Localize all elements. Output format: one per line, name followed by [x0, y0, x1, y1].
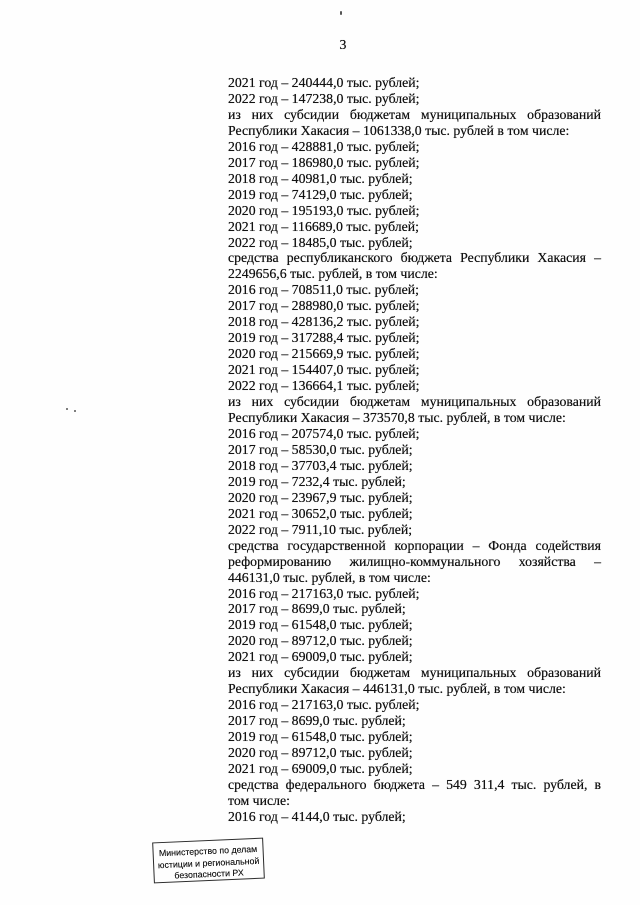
section-heading-line: из них субсидии бюджетам муниципальных образований: [228, 106, 601, 122]
year-item: 2019 год – 61548,0 тыс. рублей;: [228, 729, 413, 745]
year-item: 2019 год – 317288,4 тыс. рублей;: [228, 330, 420, 346]
stamp-line: Министерство по делам: [158, 843, 258, 859]
document-body: [228, 75, 601, 825]
section-municipal-subsidies-2: [228, 394, 601, 538]
stamp-line: юстиции и региональной: [157, 855, 260, 870]
year-item: 2016 год – 217163,0 тыс. рублей;: [228, 697, 420, 713]
year-item: 2019 год – 61548,0 тыс. рублей;: [228, 617, 413, 633]
year-item: 2021 год – 30652,0 тыс. рублей;: [228, 505, 413, 521]
ministry-registration-stamp: [152, 838, 265, 884]
year-item: 2022 год – 18485,0 тыс. рублей;: [228, 234, 413, 250]
year-item: 2017 год – 288980,0 тыс. рублей;: [228, 298, 420, 314]
section-heading-line: реформированию жилищно-коммунального хозяйства –: [228, 553, 601, 569]
section-heading-line: из них субсидии бюджетам муниципальных образований: [228, 665, 601, 681]
section-heading-line: 2249656,6 тыс. рублей, в том числе:: [228, 266, 438, 282]
year-item: 2021 год – 240444,0 тыс. рублей;: [228, 75, 420, 90]
section-heading-line: Республики Хакасия – 446131,0 тыс. рублей, в том числе:: [228, 681, 566, 697]
page-number: 3: [339, 37, 347, 52]
year-item: 2018 год – 40981,0 тыс. рублей;: [228, 170, 413, 186]
section-municipal-subsidies-3: [228, 665, 601, 777]
year-item: 2021 год – 154407,0 тыс. рублей;: [228, 362, 420, 378]
year-item: 2017 год – 8699,0 тыс. рублей;: [228, 601, 406, 617]
year-item: 2017 год – 186980,0 тыс. рублей;: [228, 154, 420, 170]
year-item: 2022 год – 147238,0 тыс. рублей;: [228, 90, 420, 106]
scan-speck: [340, 11, 342, 15]
section-heading-line: Республики Хакасия – 1061338,0 тыс. рублей в том числе:: [228, 122, 570, 138]
year-item: 2022 год – 136664,1 тыс. рублей;: [228, 378, 420, 394]
year-item: 2017 год – 58530,0 тыс. рублей;: [228, 441, 413, 457]
year-item: 2019 год – 74129,0 тыс. рублей;: [228, 186, 413, 202]
stamp-line: безопасности РХ: [174, 867, 244, 881]
section-municipal-subsidies-1: [228, 107, 601, 251]
year-item: 2017 год – 8699,0 тыс. рублей;: [228, 713, 406, 729]
year-item: 2020 год – 215669,9 тыс. рублей;: [228, 346, 420, 362]
year-item: 2016 год – 708511,0 тыс. рублей;: [228, 282, 420, 298]
section-housing-reform-fund: [228, 538, 601, 666]
year-item: 2020 год – 195193,0 тыс. рублей;: [228, 202, 420, 218]
section-federal-budget: [228, 777, 601, 825]
year-item: 2020 год – 89712,0 тыс. рублей;: [228, 745, 413, 761]
section-republican-budget: [228, 250, 601, 394]
section-heading-line: том числе:: [228, 792, 290, 808]
year-item: 2018 год – 37703,4 тыс. рублей;: [228, 457, 413, 473]
section-heading-line: Республики Хакасия – 373570,8 тыс. рублей, в том числе:: [228, 410, 566, 426]
year-item: 2021 год – 116689,0 тыс. рублей;: [228, 218, 420, 234]
year-item: 2016 год – 217163,0 тыс. рублей;: [228, 585, 420, 601]
year-item: 2016 год – 428881,0 тыс. рублей;: [228, 138, 420, 154]
section-heading-line: средства государственной корпорации – Фонда содействия: [228, 537, 601, 553]
year-item: 2018 год – 428136,2 тыс. рублей;: [228, 314, 420, 330]
year-item: 2020 год – 23967,9 тыс. рублей;: [228, 489, 413, 505]
section-heading-line: средства республиканского бюджета Республики Хакасия –: [228, 250, 601, 266]
year-item: 2020 год – 89712,0 тыс. рублей;: [228, 633, 413, 649]
year-item: 2021 год – 69009,0 тыс. рублей;: [228, 760, 413, 776]
year-item: 2016 год – 4144,0 тыс. рублей;: [228, 808, 406, 824]
section-heading-line: из них субсидии бюджетам муниципальных образований: [228, 394, 601, 410]
year-item: 2016 год – 207574,0 тыс. рублей;: [228, 425, 420, 441]
scan-speck: [66, 408, 68, 410]
section-heading-line: средства федерального бюджета – 549 311,4 тыс. рублей, в: [228, 776, 601, 792]
continued-year-list: [228, 75, 601, 107]
section-heading-line: 446131,0 тыс. рублей, в том числе:: [228, 569, 431, 585]
scan-speck: [74, 410, 76, 412]
year-item: 2022 год – 7911,10 тыс. рублей;: [228, 521, 413, 537]
year-item: 2021 год – 69009,0 тыс. рублей;: [228, 649, 413, 665]
year-item: 2019 год – 7232,4 тыс. рублей;: [228, 473, 406, 489]
